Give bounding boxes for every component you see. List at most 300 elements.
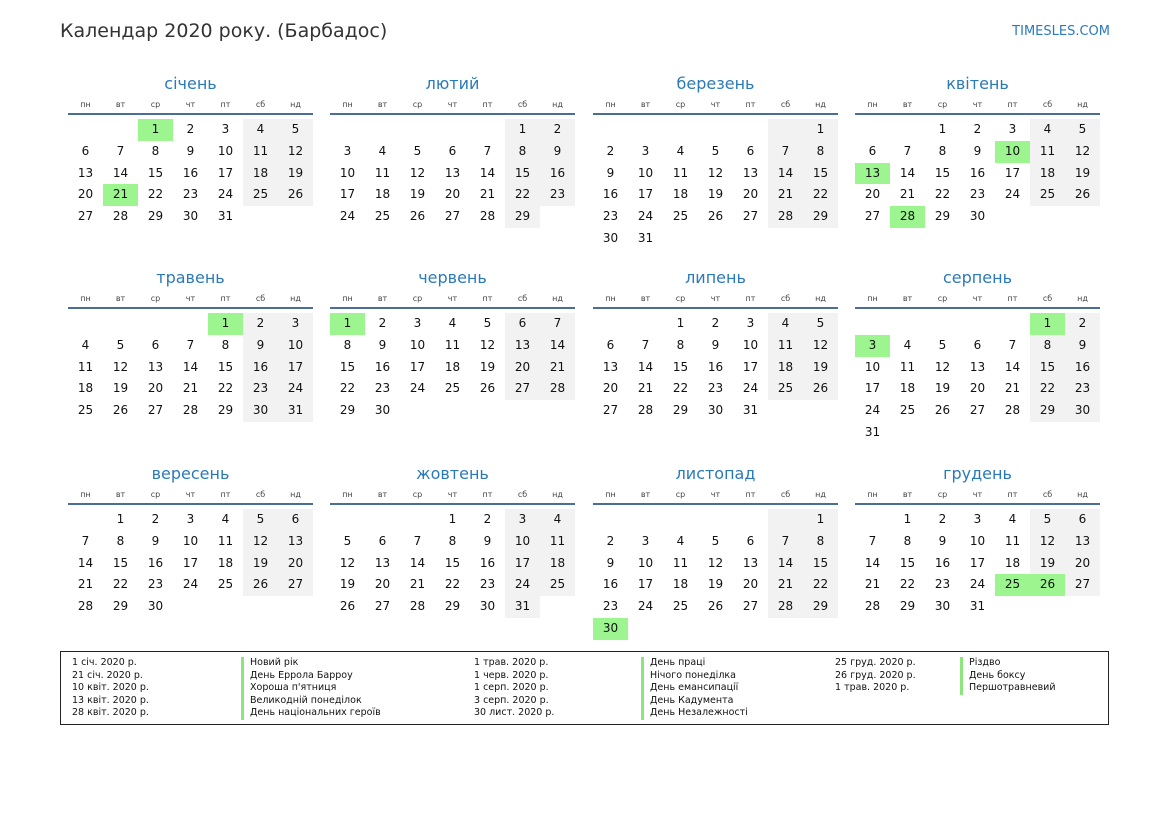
day-cell: 10 — [278, 335, 313, 357]
day-cell: 6 — [973, 337, 982, 352]
weekday-label: пн — [80, 490, 91, 499]
empty-cell — [628, 509, 663, 531]
day-cell: 25 — [77, 403, 94, 418]
day-cell: 14 — [182, 359, 199, 374]
day-cell: 7 — [540, 313, 575, 335]
weekday-label: вт — [640, 294, 651, 303]
day-cell: 3 — [505, 509, 540, 531]
day-cell: 18 — [768, 357, 803, 379]
holiday-day-cell: 1 — [208, 313, 243, 335]
day-cell: 8 — [151, 143, 160, 158]
day-cell: 10 — [969, 533, 986, 548]
empty-cell — [890, 119, 925, 141]
weekday-label: чт — [185, 100, 196, 109]
day-cell: 14 — [77, 555, 94, 570]
day-cell: 5 — [278, 119, 313, 141]
day-cell: 25 — [899, 403, 916, 418]
empty-cell — [593, 313, 628, 335]
holiday-day-cell: 25 — [995, 574, 1030, 596]
day-cell: 15 — [803, 553, 838, 575]
weekday-header — [68, 99, 313, 115]
weekday-label: пт — [220, 100, 231, 109]
legend-date: 10 квіт. 2020 р. — [72, 682, 149, 694]
day-cell: 12 — [339, 555, 356, 570]
day-cell: 6 — [448, 143, 457, 158]
day-cell: 23 — [374, 381, 391, 396]
day-cell: 4 — [378, 143, 387, 158]
day-cell: 10 — [409, 337, 426, 352]
weekday-label: чт — [447, 294, 458, 303]
day-cell: 8 — [343, 337, 352, 352]
legend-date: 25 груд. 2020 р. — [835, 657, 916, 668]
day-cell: 16 — [707, 359, 724, 374]
day-cell: 27 — [278, 574, 313, 596]
day-cell: 28 — [112, 209, 129, 224]
day-cell: 20 — [374, 577, 391, 592]
day-cell: 8 — [1030, 335, 1065, 357]
month-block — [68, 267, 313, 422]
day-cell: 28 — [479, 209, 496, 224]
day-cell: 24 — [864, 403, 881, 418]
day-cell: 6 — [151, 337, 160, 352]
day-cell: 29 — [1030, 400, 1065, 422]
day-cell: 11 — [374, 165, 391, 180]
day-cell: 2 — [1065, 313, 1100, 335]
day-cell: 31 — [864, 424, 881, 439]
day-cell: 7 — [768, 531, 803, 553]
day-cell: 27 — [1065, 574, 1100, 596]
empty-cell — [628, 313, 663, 335]
weekday-label: ср — [675, 294, 686, 303]
day-cell: 9 — [938, 533, 947, 548]
day-cell: 8 — [803, 531, 838, 553]
weekday-label: вт — [377, 294, 388, 303]
day-cell: 21 — [409, 577, 426, 592]
day-cell: 16 — [602, 577, 619, 592]
day-cell: 9 — [378, 337, 387, 352]
day-cell: 13 — [147, 359, 164, 374]
day-cell: 14 — [540, 335, 575, 357]
day-cell: 16 — [243, 357, 278, 379]
empty-cell — [733, 119, 768, 141]
day-cell: 2 — [540, 119, 575, 141]
day-cell: 6 — [378, 533, 387, 548]
day-cell: 28 — [182, 403, 199, 418]
weekday-label: сб — [255, 294, 266, 303]
day-cell: 15 — [112, 555, 129, 570]
legend-date: 1 серп. 2020 р. — [474, 682, 549, 694]
day-cell: 17 — [637, 187, 654, 202]
weekday-label: сб — [517, 490, 528, 499]
day-cell: 7 — [768, 141, 803, 163]
day-grid — [330, 313, 575, 422]
legend-dates-column — [474, 657, 554, 720]
empty-cell — [768, 119, 803, 141]
day-grid — [593, 509, 838, 640]
legend-names-column — [960, 657, 1056, 695]
day-cell: 22 — [803, 184, 838, 206]
day-cell: 30 — [1065, 400, 1100, 422]
empty-cell — [470, 119, 505, 141]
day-grid — [68, 119, 313, 228]
day-cell: 16 — [969, 165, 986, 180]
day-cell: 23 — [602, 599, 619, 614]
day-cell: 11 — [672, 555, 689, 570]
day-cell: 8 — [803, 141, 838, 163]
day-cell: 12 — [934, 359, 951, 374]
day-cell: 13 — [1065, 531, 1100, 553]
day-cell: 13 — [742, 165, 759, 180]
day-cell: 19 — [409, 187, 426, 202]
day-cell: 5 — [1030, 509, 1065, 531]
month-block — [330, 267, 575, 422]
day-cell: 3 — [641, 533, 650, 548]
weekday-label: вт — [377, 100, 388, 109]
day-cell: 15 — [217, 359, 234, 374]
day-cell: 19 — [278, 163, 313, 185]
day-cell: 28 — [1004, 403, 1021, 418]
day-cell: 10 — [217, 143, 234, 158]
weekday-label: ср — [937, 490, 948, 499]
holiday-day-cell: 1 — [138, 119, 173, 141]
day-cell: 17 — [864, 381, 881, 396]
month-block — [330, 463, 575, 618]
day-cell: 28 — [637, 403, 654, 418]
day-cell: 13 — [742, 555, 759, 570]
day-cell: 20 — [505, 357, 540, 379]
weekday-label: ср — [412, 490, 423, 499]
weekday-label: вт — [902, 490, 913, 499]
weekday-label: вт — [640, 100, 651, 109]
day-cell: 13 — [444, 165, 461, 180]
day-cell: 12 — [278, 141, 313, 163]
day-cell: 19 — [243, 553, 278, 575]
day-cell: 5 — [116, 337, 125, 352]
month-name: червень — [418, 268, 487, 287]
weekday-label: чт — [972, 294, 983, 303]
day-cell: 11 — [899, 359, 916, 374]
weekday-label: пт — [482, 490, 493, 499]
day-cell: 13 — [77, 165, 94, 180]
day-cell: 5 — [1065, 119, 1100, 141]
weekday-label: сб — [517, 100, 528, 109]
empty-cell — [400, 509, 435, 531]
holiday-day-cell: 21 — [103, 184, 138, 206]
day-cell: 6 — [746, 533, 755, 548]
day-cell: 2 — [606, 533, 615, 548]
day-cell: 15 — [803, 163, 838, 185]
day-cell: 20 — [147, 381, 164, 396]
weekday-label: чт — [710, 490, 721, 499]
legend-holiday-name: Різдво — [960, 657, 1056, 670]
day-cell: 26 — [278, 184, 313, 206]
legend-holiday-name: Великодній понеділок — [241, 695, 381, 708]
day-cell: 30 — [479, 599, 496, 614]
day-cell: 24 — [278, 378, 313, 400]
day-cell: 17 — [969, 555, 986, 570]
day-cell: 9 — [186, 143, 195, 158]
day-cell: 2 — [243, 313, 278, 335]
day-cell: 6 — [505, 313, 540, 335]
day-grid — [593, 119, 838, 250]
empty-cell — [330, 509, 365, 531]
weekday-label: пн — [867, 490, 878, 499]
day-cell: 18 — [672, 577, 689, 592]
day-cell: 16 — [182, 165, 199, 180]
weekday-label: вт — [377, 490, 388, 499]
empty-cell — [855, 119, 890, 141]
day-cell: 11 — [672, 165, 689, 180]
day-cell: 20 — [969, 381, 986, 396]
day-cell: 18 — [374, 187, 391, 202]
day-cell: 2 — [938, 512, 947, 526]
empty-cell — [103, 313, 138, 335]
holiday-day-cell: 1 — [1030, 313, 1065, 335]
empty-cell — [138, 313, 173, 335]
weekday-label: пн — [342, 100, 353, 109]
day-cell: 24 — [969, 577, 986, 592]
day-cell: 14 — [768, 163, 803, 185]
day-cell: 1 — [803, 119, 838, 141]
day-cell: 1 — [676, 316, 685, 330]
day-cell: 8 — [938, 143, 947, 158]
day-cell: 9 — [606, 555, 615, 570]
weekday-label: нд — [552, 490, 563, 499]
day-cell: 18 — [540, 553, 575, 575]
day-cell: 22 — [672, 381, 689, 396]
weekday-label: пн — [867, 294, 878, 303]
month-name: липень — [685, 268, 746, 287]
empty-cell — [103, 119, 138, 141]
day-cell: 29 — [934, 209, 951, 224]
day-cell: 5 — [413, 143, 422, 158]
day-cell: 23 — [147, 577, 164, 592]
legend-holiday-name: Нічого понеділка — [641, 670, 748, 683]
weekday-label: пн — [80, 294, 91, 303]
empty-cell — [890, 313, 925, 335]
empty-cell — [768, 509, 803, 531]
day-cell: 4 — [903, 337, 912, 352]
day-cell: 15 — [505, 163, 540, 185]
day-cell: 10 — [637, 165, 654, 180]
day-cell: 26 — [934, 403, 951, 418]
day-cell: 29 — [147, 209, 164, 224]
empty-cell — [960, 313, 995, 335]
day-cell: 14 — [637, 359, 654, 374]
day-cell: 16 — [602, 187, 619, 202]
weekday-label: ср — [150, 100, 161, 109]
day-cell: 20 — [444, 187, 461, 202]
day-cell: 20 — [864, 187, 881, 202]
weekday-label: ср — [937, 100, 948, 109]
empty-cell — [698, 119, 733, 141]
day-grid — [593, 313, 838, 422]
day-cell: 23 — [1065, 378, 1100, 400]
day-cell: 11 — [444, 337, 461, 352]
day-cell: 2 — [151, 512, 160, 526]
legend-holiday-name: День Еррола Барроу — [241, 670, 381, 683]
weekday-label: сб — [780, 294, 791, 303]
day-cell: 22 — [934, 187, 951, 202]
day-cell: 15 — [934, 165, 951, 180]
day-cell: 4 — [221, 512, 230, 526]
day-cell: 21 — [1004, 381, 1021, 396]
day-cell: 26 — [707, 209, 724, 224]
day-grid — [68, 509, 313, 618]
holiday-legend — [60, 651, 1109, 725]
day-cell: 22 — [112, 577, 129, 592]
legend-dates-column — [72, 657, 149, 720]
day-cell: 26 — [707, 599, 724, 614]
day-cell: 26 — [479, 381, 496, 396]
day-cell: 14 — [864, 555, 881, 570]
day-cell: 3 — [973, 512, 982, 526]
month-name: січень — [164, 74, 217, 93]
day-cell: 9 — [1065, 335, 1100, 357]
holiday-day-cell: 10 — [995, 141, 1030, 163]
day-cell: 5 — [711, 143, 720, 158]
day-cell: 21 — [637, 381, 654, 396]
day-cell: 19 — [339, 577, 356, 592]
day-cell: 22 — [339, 381, 356, 396]
day-cell: 15 — [1030, 357, 1065, 379]
day-cell: 5 — [803, 313, 838, 335]
empty-cell — [698, 509, 733, 531]
weekday-label: сб — [780, 100, 791, 109]
day-grid — [330, 119, 575, 228]
day-cell: 12 — [707, 165, 724, 180]
day-cell: 5 — [483, 316, 492, 330]
weekday-label: нд — [1077, 294, 1088, 303]
day-cell: 4 — [676, 143, 685, 158]
site-link[interactable]: TIMESLES.COM — [1012, 24, 1110, 39]
day-cell: 9 — [540, 141, 575, 163]
holiday-day-cell: 3 — [855, 335, 890, 357]
day-cell: 21 — [768, 184, 803, 206]
month-block — [855, 463, 1100, 618]
day-cell: 16 — [540, 163, 575, 185]
day-cell: 9 — [483, 533, 492, 548]
day-grid — [855, 509, 1100, 618]
legend-date: 13 квіт. 2020 р. — [72, 694, 149, 706]
day-cell: 12 — [1030, 531, 1065, 553]
day-cell: 10 — [864, 359, 881, 374]
day-cell: 18 — [444, 359, 461, 374]
weekday-label: пт — [482, 294, 493, 303]
day-cell: 16 — [147, 555, 164, 570]
day-cell: 12 — [112, 359, 129, 374]
day-cell: 15 — [339, 359, 356, 374]
empty-cell — [365, 119, 400, 141]
day-cell: 3 — [1008, 122, 1017, 136]
weekday-label: ср — [675, 490, 686, 499]
empty-cell — [855, 313, 890, 335]
day-cell: 17 — [505, 553, 540, 575]
day-cell: 22 — [444, 577, 461, 592]
day-cell: 2 — [378, 316, 387, 330]
day-cell: 21 — [899, 187, 916, 202]
day-cell: 27 — [77, 209, 94, 224]
day-cell: 11 — [77, 359, 94, 374]
weekday-header — [855, 489, 1100, 505]
month-block — [855, 73, 1100, 228]
day-cell: 20 — [602, 381, 619, 396]
legend-holiday-name: День праці — [641, 657, 748, 670]
day-cell: 25 — [672, 209, 689, 224]
month-name: серпень — [943, 268, 1012, 287]
day-cell: 31 — [969, 599, 986, 614]
day-cell: 22 — [899, 577, 916, 592]
weekday-label: чт — [710, 294, 721, 303]
empty-cell — [663, 119, 698, 141]
day-cell: 5 — [243, 509, 278, 531]
month-name: вересень — [151, 464, 230, 483]
day-cell: 29 — [803, 206, 838, 228]
day-cell: 17 — [742, 359, 759, 374]
weekday-label: пт — [220, 490, 231, 499]
legend-holiday-name: Першотравневий — [960, 682, 1056, 695]
day-cell: 19 — [707, 577, 724, 592]
day-cell: 31 — [217, 209, 234, 224]
day-cell: 25 — [243, 184, 278, 206]
weekday-label: нд — [552, 294, 563, 303]
day-cell: 3 — [343, 143, 352, 158]
weekday-label: вт — [902, 294, 913, 303]
day-cell: 12 — [803, 335, 838, 357]
day-cell: 15 — [672, 359, 689, 374]
weekday-label: сб — [780, 490, 791, 499]
day-cell: 4 — [1008, 512, 1017, 526]
day-cell: 25 — [540, 574, 575, 596]
day-cell: 11 — [1030, 141, 1065, 163]
day-cell: 31 — [742, 403, 759, 418]
day-cell: 19 — [112, 381, 129, 396]
day-cell: 20 — [742, 187, 759, 202]
day-cell: 11 — [1004, 533, 1021, 548]
day-cell: 20 — [278, 553, 313, 575]
legend-holiday-name: День боксу — [960, 670, 1056, 683]
legend-holiday-name: День національних героїв — [241, 707, 381, 720]
weekday-label: пн — [342, 490, 353, 499]
day-cell: 6 — [868, 143, 877, 158]
day-cell: 14 — [1004, 359, 1021, 374]
day-cell: 28 — [864, 599, 881, 614]
day-cell: 29 — [672, 403, 689, 418]
day-cell: 9 — [973, 143, 982, 158]
weekday-label: вт — [640, 490, 651, 499]
month-name: травень — [156, 268, 225, 287]
day-cell: 6 — [278, 509, 313, 531]
day-cell: 30 — [243, 400, 278, 422]
legend-holiday-name: День емансипації — [641, 682, 748, 695]
day-cell: 29 — [899, 599, 916, 614]
day-cell: 4 — [540, 509, 575, 531]
day-grid — [855, 119, 1100, 228]
day-cell: 2 — [711, 316, 720, 330]
weekday-label: пт — [745, 294, 756, 303]
day-cell: 3 — [221, 122, 230, 136]
month-name: листопад — [675, 464, 756, 483]
day-cell: 2 — [973, 122, 982, 136]
legend-date: 28 квіт. 2020 р. — [72, 707, 149, 719]
day-cell: 12 — [1065, 141, 1100, 163]
weekday-label: ср — [150, 294, 161, 303]
legend-holiday-name: Хороша п'ятниця — [241, 682, 381, 695]
day-cell: 6 — [1065, 509, 1100, 531]
day-cell: 11 — [217, 533, 234, 548]
day-cell: 24 — [742, 381, 759, 396]
month-name: квітень — [946, 74, 1009, 93]
